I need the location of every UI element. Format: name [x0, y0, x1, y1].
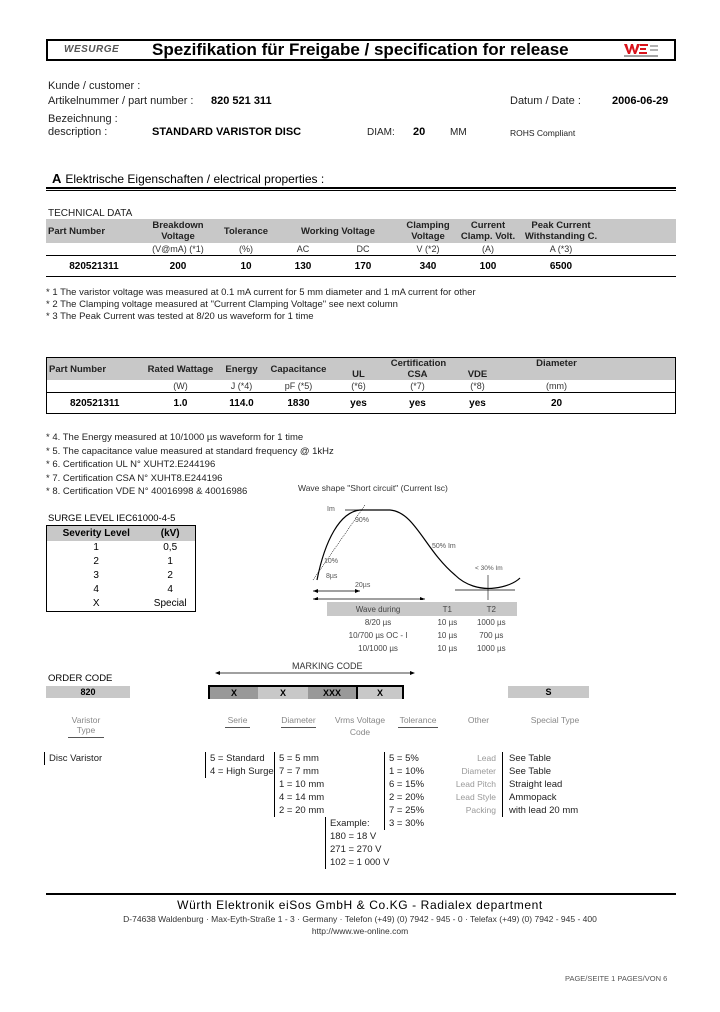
th-energy: Energy	[219, 358, 265, 381]
legend-key: Packing	[465, 805, 496, 815]
wave-cell: 10/1000 µs	[358, 644, 398, 653]
unit-cell: (*6)	[333, 380, 385, 393]
th-wave: Wave during	[327, 602, 429, 616]
footer-address: D-74638 Waldenburg · Max-Eyth-Straße 1 - 3 · Germany · Telefon (+49) (0) 7942 - 945 - 0 · Telefax (+49) (0) 7942 - 945 - 400	[123, 914, 597, 924]
cell-breakdown: 200	[169, 260, 187, 272]
unit-cell: (A)	[458, 243, 518, 256]
unit-cell: pF (*5)	[265, 380, 333, 393]
note-5: * 5. The capacitance value measured at standard frequency @ 1kHz	[46, 445, 334, 457]
wurth-logo-icon	[622, 43, 660, 57]
surge-kv: Special	[153, 598, 187, 609]
diam-value: 20	[413, 126, 426, 138]
th-current: Current Clamp. Volt.	[458, 219, 518, 243]
technical-data-table	[46, 219, 676, 277]
wave-cell: 10 µs	[437, 618, 458, 627]
label-10: 10%	[324, 558, 339, 565]
wave-cell: 10 µs	[437, 644, 458, 653]
legend-item: 5 = 5%	[389, 753, 419, 764]
legend-item: 4 = High Surge	[210, 766, 274, 777]
legend-item: 2 = 20%	[389, 792, 425, 803]
label-other: Other	[467, 715, 490, 725]
th-diameter-sub	[505, 369, 609, 380]
label-tolerance: Tolerance	[398, 715, 438, 728]
cell-tolerance: 10	[240, 260, 252, 272]
cell-ac: 130	[294, 260, 312, 272]
note-3: * 3 The Peak Current was tested at 8/20 us waveform for 1 time	[46, 311, 314, 322]
unit-cell	[47, 380, 143, 393]
part-number-label: Artikelnummer / part number :	[48, 95, 194, 107]
legend-item: 180 = 18 V	[330, 831, 377, 842]
label-code: Code	[349, 727, 371, 737]
note-2: * 2 The Clamping voltage measured at "Current Clamping Voltage" see next column	[46, 299, 398, 310]
th-rated-wattage: Rated Wattage	[143, 358, 219, 381]
box-voltage: XXX	[308, 687, 358, 699]
unit-cell: (W)	[143, 380, 219, 393]
diam-label: DIAM:	[367, 127, 395, 138]
legend-tolerance	[384, 752, 424, 830]
cell-part-number: 820521311	[69, 397, 120, 409]
marking-arrow-icon	[215, 670, 415, 676]
wave-cell: 10/700 µs OC - I	[348, 631, 408, 640]
unit-cell: V (*2)	[398, 243, 458, 256]
th-breakdown: Breakdown Voltage	[142, 219, 214, 243]
properties-table	[46, 357, 676, 414]
description-label: description :	[48, 126, 108, 138]
note-4: * 4. The Energy measured at 10/1000 µs waveform for 1 time	[46, 432, 304, 443]
order-code-label: ORDER CODE	[48, 673, 113, 684]
th-severity: Severity Level	[47, 526, 146, 542]
legend-item: 7 = 25%	[389, 805, 425, 816]
th-csa: CSA	[385, 369, 451, 380]
cell-empty	[604, 256, 676, 277]
unit-cell: (*8)	[451, 380, 505, 393]
date-value: 2006-06-29	[612, 95, 669, 107]
th-t1: T1	[429, 602, 465, 616]
th-diameter: Diameter	[505, 358, 609, 370]
box-serie: X	[210, 687, 258, 699]
th-part-number: Part Number	[47, 358, 143, 381]
surge-level: X	[92, 598, 100, 609]
label-t1: 8µs	[326, 573, 338, 580]
diam-unit: MM	[450, 127, 467, 138]
cell-clamping: 340	[419, 260, 437, 272]
legend-other-values	[509, 752, 578, 817]
th-vde: VDE	[451, 369, 505, 380]
box-varistor-type: 820	[46, 686, 130, 698]
cell-wattage: 1.0	[173, 397, 188, 409]
legend-key: Lead Pitch	[455, 779, 496, 789]
th-peak: Peak Current Withstanding C.	[518, 219, 604, 243]
page-indicator: PAGE/SEITE 1 PAGES/VON 6	[565, 974, 668, 983]
cell-peak: 6500	[549, 260, 573, 272]
unit-cell: A (*3)	[518, 243, 604, 256]
footer-web-link[interactable]: http://www.we-online.com	[311, 926, 409, 936]
box-special-type: S	[508, 686, 589, 698]
surge-kv: 4	[167, 584, 173, 595]
unit-cell: AC	[278, 243, 328, 256]
surge-level: 1	[93, 542, 99, 553]
legend-item: Disc Varistor	[49, 753, 103, 764]
legend-item: 1 = 10%	[389, 766, 425, 777]
unit-cell: J (*4)	[219, 380, 265, 393]
surge-level-table	[46, 525, 196, 612]
unit-cell	[604, 243, 676, 256]
cell-capacitance: 1830	[287, 397, 310, 409]
label-30: < 30% Im	[475, 565, 503, 572]
label-t2: 20µs	[355, 582, 371, 589]
section-title-text: Elektrische Eigenschaften / electrical properties :	[65, 172, 325, 186]
wave-title: Wave shape "Short circuit" (Current Isc)	[298, 483, 448, 493]
legend-item: 5 = 5 mm	[279, 753, 319, 764]
legend-voltage	[325, 817, 389, 869]
surge-kv: 0,5	[163, 542, 178, 553]
cell-vde: yes	[469, 397, 486, 409]
wave-cell: 1000 µs	[476, 644, 506, 653]
th-ul: UL	[333, 369, 385, 380]
notes-1	[46, 287, 476, 323]
title-bar	[46, 39, 676, 61]
unit-cell	[46, 243, 142, 256]
note-8: * 8. Certification VDE N° 40016998 & 40016986	[46, 486, 248, 497]
legend-key: Lead Style	[455, 792, 496, 802]
legend-serie	[205, 752, 274, 778]
legend-item: 7 = 7 mm	[279, 766, 319, 777]
th-certification: Certification	[333, 358, 505, 370]
note-1: * 1 The varistor voltage was measured at 0.1 mA current for 5 mm diameter and 1 mA current for other	[46, 287, 476, 298]
part-number-value: 820 521 311	[211, 95, 272, 107]
th-working: Working Voltage	[278, 219, 398, 243]
unit-cell: (mm)	[505, 380, 609, 393]
legend-item: 271 = 270 V	[330, 844, 382, 855]
box-tolerance: X	[358, 687, 402, 699]
cell-current: 100	[479, 260, 497, 272]
legend-varistor-type	[44, 752, 102, 765]
date-label: Datum / Date :	[510, 95, 581, 107]
cell-energy: 114.0	[229, 397, 254, 409]
unit-cell: (%)	[214, 243, 278, 256]
wave-cell: 8/20 µs	[364, 618, 392, 627]
marking-code-box	[208, 685, 404, 699]
surge-level: 4	[93, 584, 99, 595]
note-7: * 7. Certification CSA N° XUHT8.E244196	[46, 472, 223, 484]
th-tolerance: Tolerance	[214, 219, 278, 243]
section-letter: A	[52, 171, 62, 186]
unit-cell: DC	[328, 243, 398, 256]
th-kv: (kV)	[145, 526, 195, 542]
note-6: * 6. Certification UL N° XUHT2.E244196	[46, 459, 216, 470]
wave-shape-diagram	[305, 500, 525, 600]
wave-cell: 1000 µs	[476, 618, 506, 627]
box-diameter: X	[258, 687, 308, 699]
legend-item: 4 = 14 mm	[279, 792, 325, 803]
designation-label: Bezeichnung :	[48, 113, 118, 125]
label-vrms: Vrms Voltage	[334, 715, 386, 725]
wave-table	[327, 602, 517, 655]
legend-value: Ammopack	[509, 792, 557, 803]
cell-diameter: 20	[550, 397, 563, 409]
legend-item: 3 = 30%	[389, 818, 425, 829]
legend-item: 6 = 15%	[389, 779, 425, 790]
legend-value: Straight lead	[509, 779, 563, 790]
legend-diameter	[274, 752, 324, 817]
th-part-number: Part Number	[46, 219, 142, 243]
th-empty	[604, 219, 676, 243]
wesurge-logo: WESURGE	[64, 44, 120, 55]
rohs-compliant: ROHS Compliant	[510, 128, 576, 138]
label-50: 50% Im	[432, 543, 456, 550]
cell-csa: yes	[409, 397, 426, 409]
legend-item: Example:	[330, 818, 370, 829]
unit-cell	[609, 380, 676, 393]
section-divider	[46, 187, 676, 191]
surge-caption: SURGE LEVEL IEC61000-4-5	[48, 513, 176, 524]
label-serie: Serie	[225, 715, 250, 728]
legend-other-keys	[450, 752, 503, 817]
legend-item: 5 = Standard	[210, 753, 265, 764]
surge-level: 3	[93, 570, 99, 581]
description-value: STANDARD VARISTOR DISC	[152, 126, 302, 138]
technical-data-caption: TECHNICAL DATA	[48, 208, 133, 219]
section-a-title	[52, 171, 324, 186]
label-90: 90%	[355, 517, 370, 524]
wave-cell: 700 µs	[479, 631, 504, 640]
unit-cell: (*7)	[385, 380, 451, 393]
label-im: Im	[327, 506, 335, 513]
label-diameter: Diameter	[281, 715, 316, 728]
legend-item: 102 = 1 000 V	[330, 857, 390, 868]
surge-level: 2	[93, 556, 99, 567]
footer-company: Würth Elektronik eiSos GmbH & Co.KG - Radialex department	[177, 898, 543, 912]
notes-2	[46, 431, 334, 499]
legend-value: See Table	[509, 753, 552, 764]
legend-value: with lead 20 mm	[509, 805, 579, 816]
th-t2: T2	[466, 602, 517, 616]
label-varistor-type: Varistor Type	[68, 715, 104, 738]
legend-key: Lead Diameter	[461, 753, 496, 776]
legend-item: 2 = 20 mm	[279, 805, 325, 816]
legend-item: 1 = 10 mm	[279, 779, 325, 790]
th-capacitance: Capacitance	[265, 358, 333, 381]
label-special-type: Special Type	[530, 715, 580, 725]
surge-kv: 2	[167, 570, 173, 581]
unit-cell: (V@mA) (*1)	[142, 243, 214, 256]
wave-cell: 10 µs	[437, 631, 458, 640]
surge-kv: 1	[167, 556, 173, 567]
th-clamping: Clamping Voltage	[398, 219, 458, 243]
cell-dc: 170	[354, 260, 372, 272]
th-empty	[609, 358, 676, 381]
cell-ul: yes	[350, 397, 367, 409]
customer-label: Kunde / customer :	[48, 80, 141, 92]
marking-code-label: MARKING CODE	[292, 661, 363, 671]
footer-rule	[46, 893, 676, 895]
page-title: Spezifikation für Freigabe / specification for release	[152, 40, 569, 59]
legend-value: See Table	[509, 766, 552, 777]
cell-empty	[609, 393, 676, 414]
cell-part-number: 820521311	[69, 260, 119, 272]
